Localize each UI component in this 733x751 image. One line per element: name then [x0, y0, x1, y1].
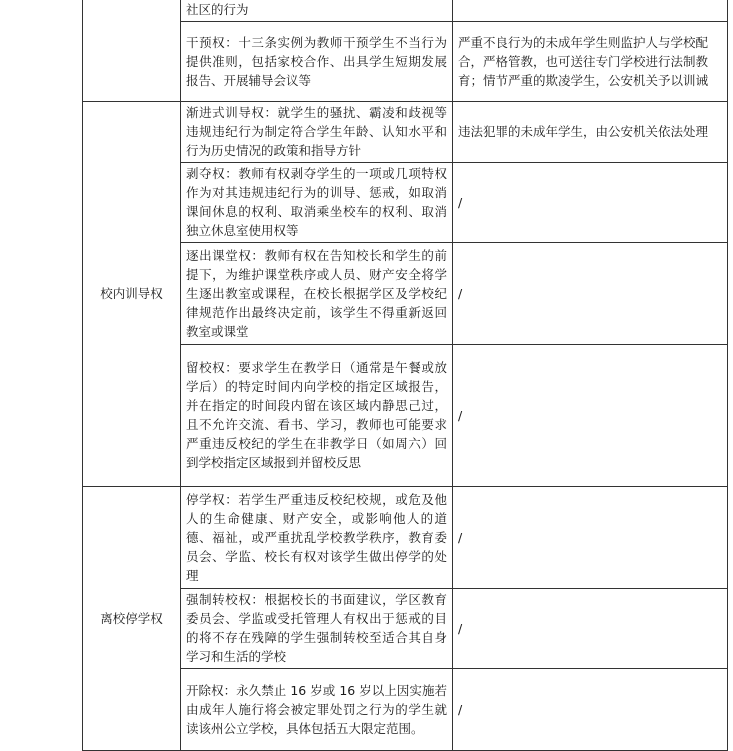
- power-description-cell: 停学权：若学生严重违反校纪校规，或危及他人的生命健康、财产安全，或影响他人的道德、福祉，或严重扰乱学校教学秩序，教育委员会、学监、校长有权对该学生做出停学的处理: [181, 487, 453, 589]
- consequence-cell: [453, 0, 728, 22]
- power-description-cell: 剥夺权：教师有权剥夺学生的一项或几项特权作为对其违规违纪行为的训导、惩戒，如取消课间休息的权利、取消乘坐校车的权利、取消独立休息室使用权等: [181, 163, 453, 243]
- powers-table: [82, 0, 728, 751]
- consequence-cell: /: [453, 163, 728, 243]
- consequence-cell: /: [453, 669, 728, 751]
- power-description-cell: 逐出课堂权：教师有权在告知校长和学生的前提下，为维护课堂秩序或人员、财产安全将学生逐出教室或课程，在校长根据学区及学校纪律规范作出最终决定前，该学生不得重新返回教室或课堂: [181, 243, 453, 345]
- consequence-cell: /: [453, 243, 728, 345]
- consequence-cell: /: [453, 487, 728, 589]
- category-cell-internal: 校内训导权: [83, 102, 181, 487]
- power-description-cell: 干预权：十三条实例为教师干预学生不当行为提供准则，包括家校合作、出具学生短期发展报告、开展辅导会议等: [181, 22, 453, 102]
- consequence-cell: 严重不良行为的未成年学生则监护人与学校配合，严格管教，也可送往专门学校进行法制教育；情节严重的欺凌学生，公安机关予以训诫: [453, 22, 728, 102]
- power-description-cell: 渐进式训导权：就学生的骚扰、霸凌和歧视等违规违纪行为制定符合学生年龄、认知水平和行为历史情况的政策和指导方针: [181, 102, 453, 163]
- category-cell-external: 离校停学权: [83, 487, 181, 751]
- consequence-cell: /: [453, 589, 728, 669]
- consequence-cell: 违法犯罪的未成年学生，由公安机关依法处理: [453, 102, 728, 163]
- table-row: [83, 102, 728, 163]
- table-row: [83, 0, 728, 22]
- table-row: [83, 487, 728, 589]
- consequence-cell: /: [453, 345, 728, 487]
- power-description-cell: 社区的行为: [181, 0, 453, 22]
- power-description-cell: 开除权：永久禁止 16 岁或 16 岁以上因实施若由成年人施行将会被定罪处罚之行为的学生就读该州公立学校，具体包括五大限定范围。: [181, 669, 453, 751]
- power-description-cell: 强制转校权：根据校长的书面建议，学区教育委员会、学监或受托管理人有权出于惩戒的目的将不存在残障的学生强制转校至适合其自身学习和生活的学校: [181, 589, 453, 669]
- power-description-cell: 留校权：要求学生在教学日（通常是午餐或放学后）的特定时间内向学校的指定区域报告，并在指定的时间段内留在该区域内静思己过，且不允许交流、看书、学习，教师也可能要求严重违反校纪的学生在非教学日（如周六）回到学校指定区域报到并留校反思: [181, 345, 453, 487]
- category-cell-empty: [83, 0, 181, 102]
